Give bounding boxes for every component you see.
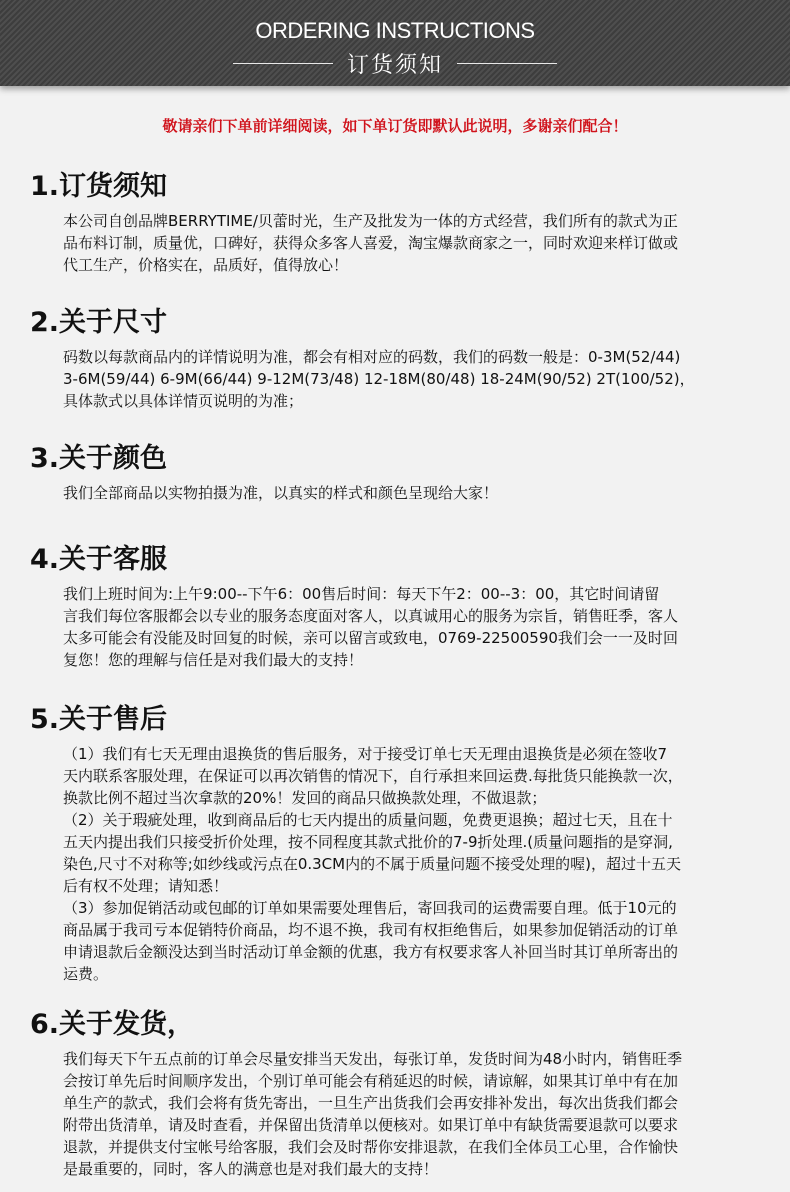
section-line: 言我们每位客服都会以专业的服务态度面对客人，以真诚用心的服务为宗旨，销售旺季，客人 bbox=[63, 607, 679, 625]
section-body bbox=[63, 210, 773, 276]
section-body bbox=[63, 346, 773, 412]
notice-text: 敬请亲们下单前详细阅读，如下单订货即默认此说明，多谢亲们配合！ bbox=[162, 117, 628, 135]
section-ordering bbox=[30, 170, 770, 276]
header-title-cn-row bbox=[0, 48, 790, 78]
section-line: （1）我们有七天无理由退换货的售后服务，对于接受订单七天无理由退换货是必须在签收7 bbox=[63, 745, 668, 763]
section-line: 太多可能会有没能及时回复的时候，亲可以留言或致电，0769-22500590我们会一一及时回 bbox=[63, 629, 678, 647]
section-line: （2）关于瑕疵处理，收到商品后的七天内提出的质量问题，免费更退换；超过七天，且在十 bbox=[63, 811, 673, 829]
header-title-cn: 订货须知 bbox=[346, 52, 443, 78]
section-title: 6.关于发货， bbox=[30, 1009, 195, 1040]
section-line: 是最重要的，同时，客人的满意也是对我们最大的支持！ bbox=[63, 1160, 439, 1178]
section-line: （3）参加促销活动或包邮的订单如果需要处理售后，寄回我司的运费需要自理。低于10元的 bbox=[63, 899, 677, 917]
section-line: 后有权不处理；请知悉！ bbox=[63, 877, 229, 895]
section-line: 五天内提出我们只接受折价处理，按不同程度其款式批价的7-9折处理.(质量问题指的是穿洞, bbox=[63, 833, 673, 851]
section-line: 附带出货清单，请及时查看，并保留出货清单以便核对。如果订单中有缺货需要退款可以要求 bbox=[63, 1116, 679, 1134]
header-banner bbox=[0, 0, 790, 86]
section-color bbox=[30, 442, 770, 504]
section-line: 3-6M(59/44) 6-9M(66/44) 9-12M(73/48) 12-18M(80/48) 18-24M(90/52) 2T(100/52)， bbox=[63, 370, 695, 388]
section-line: 本公司自创品牌BERRYTIME/贝蕾时光，生产及批发为一体的方式经营，我们所有的款式为正 bbox=[63, 212, 678, 230]
section-line: 单生产的款式，我们会将有货先寄出，一旦生产出货我们会再安排补发出，每次出货我们都会 bbox=[63, 1094, 679, 1112]
section-line: 换款比例不超过当次拿款的20%！发回的商品只做换款处理，不做退款； bbox=[63, 789, 547, 807]
section-shipping bbox=[30, 1008, 770, 1180]
section-line: 复您！您的理解与信任是对我们最大的支持！ bbox=[63, 651, 364, 669]
section-body bbox=[63, 743, 773, 985]
section-line: 会按订单先后时间顺序发出，个别订单可能会有稍延迟的时候，请谅解，如果其订单中有在加 bbox=[63, 1072, 679, 1090]
section-line: 运费。 bbox=[63, 965, 109, 983]
section-size bbox=[30, 306, 770, 412]
section-line: 我们每天下午五点前的订单会尽量安排当天发出，每张订单，发货时间为48小时内，销售旺季 bbox=[63, 1050, 683, 1068]
section-title: 3.关于颜色 bbox=[30, 443, 168, 474]
section-title: 5.关于售后 bbox=[30, 704, 168, 735]
header-title-en: ORDERING INSTRUCTIONS bbox=[255, 18, 535, 43]
section-line: 我们全部商品以实物拍摄为准，以真实的样式和颜色呈现给大家！ bbox=[63, 484, 499, 502]
section-line: 具体款式以具体详情页说明的为准； bbox=[63, 392, 304, 410]
section-line: 品布料订制，质量优，口碑好，获得众多客人喜爱，淘宝爆款商家之一，同时欢迎来样订做或 bbox=[63, 234, 679, 252]
section-title: 1.订货须知 bbox=[30, 171, 168, 202]
section-body bbox=[63, 482, 773, 504]
header-divider-left bbox=[233, 63, 333, 64]
section-line: 退款，并提供支付宝帐号给客服，我们会及时帮你安排退款，在我们全体员工心里，合作愉快 bbox=[63, 1138, 679, 1156]
section-line: 商品属于我司亏本促销特价商品，均不退不换，我司有权拒绝售后，如果参加促销活动的订单 bbox=[63, 921, 679, 939]
section-line: 天内联系客服处理，在保证可以再次销售的情况下，自行承担来回运费.每批货只能换款一次， bbox=[63, 767, 683, 785]
section-title: 4.关于客服 bbox=[30, 544, 168, 575]
section-line: 码数以每款商品内的详情说明为准，都会有相对应的码数，我们的码数一般是：0-3M(52/44) bbox=[63, 348, 681, 366]
section-body bbox=[63, 583, 773, 671]
section-line: 申请退款后金额没达到当时活动订单金额的优惠，我方有权要求客人补回当时其订单所寄出的 bbox=[63, 943, 679, 961]
section-title: 2.关于尺寸 bbox=[30, 307, 168, 338]
section-line: 代工生产，价格实在，品质好，值得放心！ bbox=[63, 256, 349, 274]
section-body bbox=[63, 1048, 773, 1180]
section-after-sales bbox=[30, 703, 770, 985]
section-customer-service bbox=[30, 543, 770, 671]
section-line: 我们上班时间为:上午9:00--下午6：00售后时间：每天下午2：00--3：00，其它时间请留 bbox=[63, 585, 660, 603]
section-line: 染色,尺寸不对称等;如纱线或污点在0.3CM内的不属于质量问题不接受处理的喔)，超过十五天 bbox=[63, 855, 681, 873]
header-divider-right bbox=[457, 63, 557, 64]
